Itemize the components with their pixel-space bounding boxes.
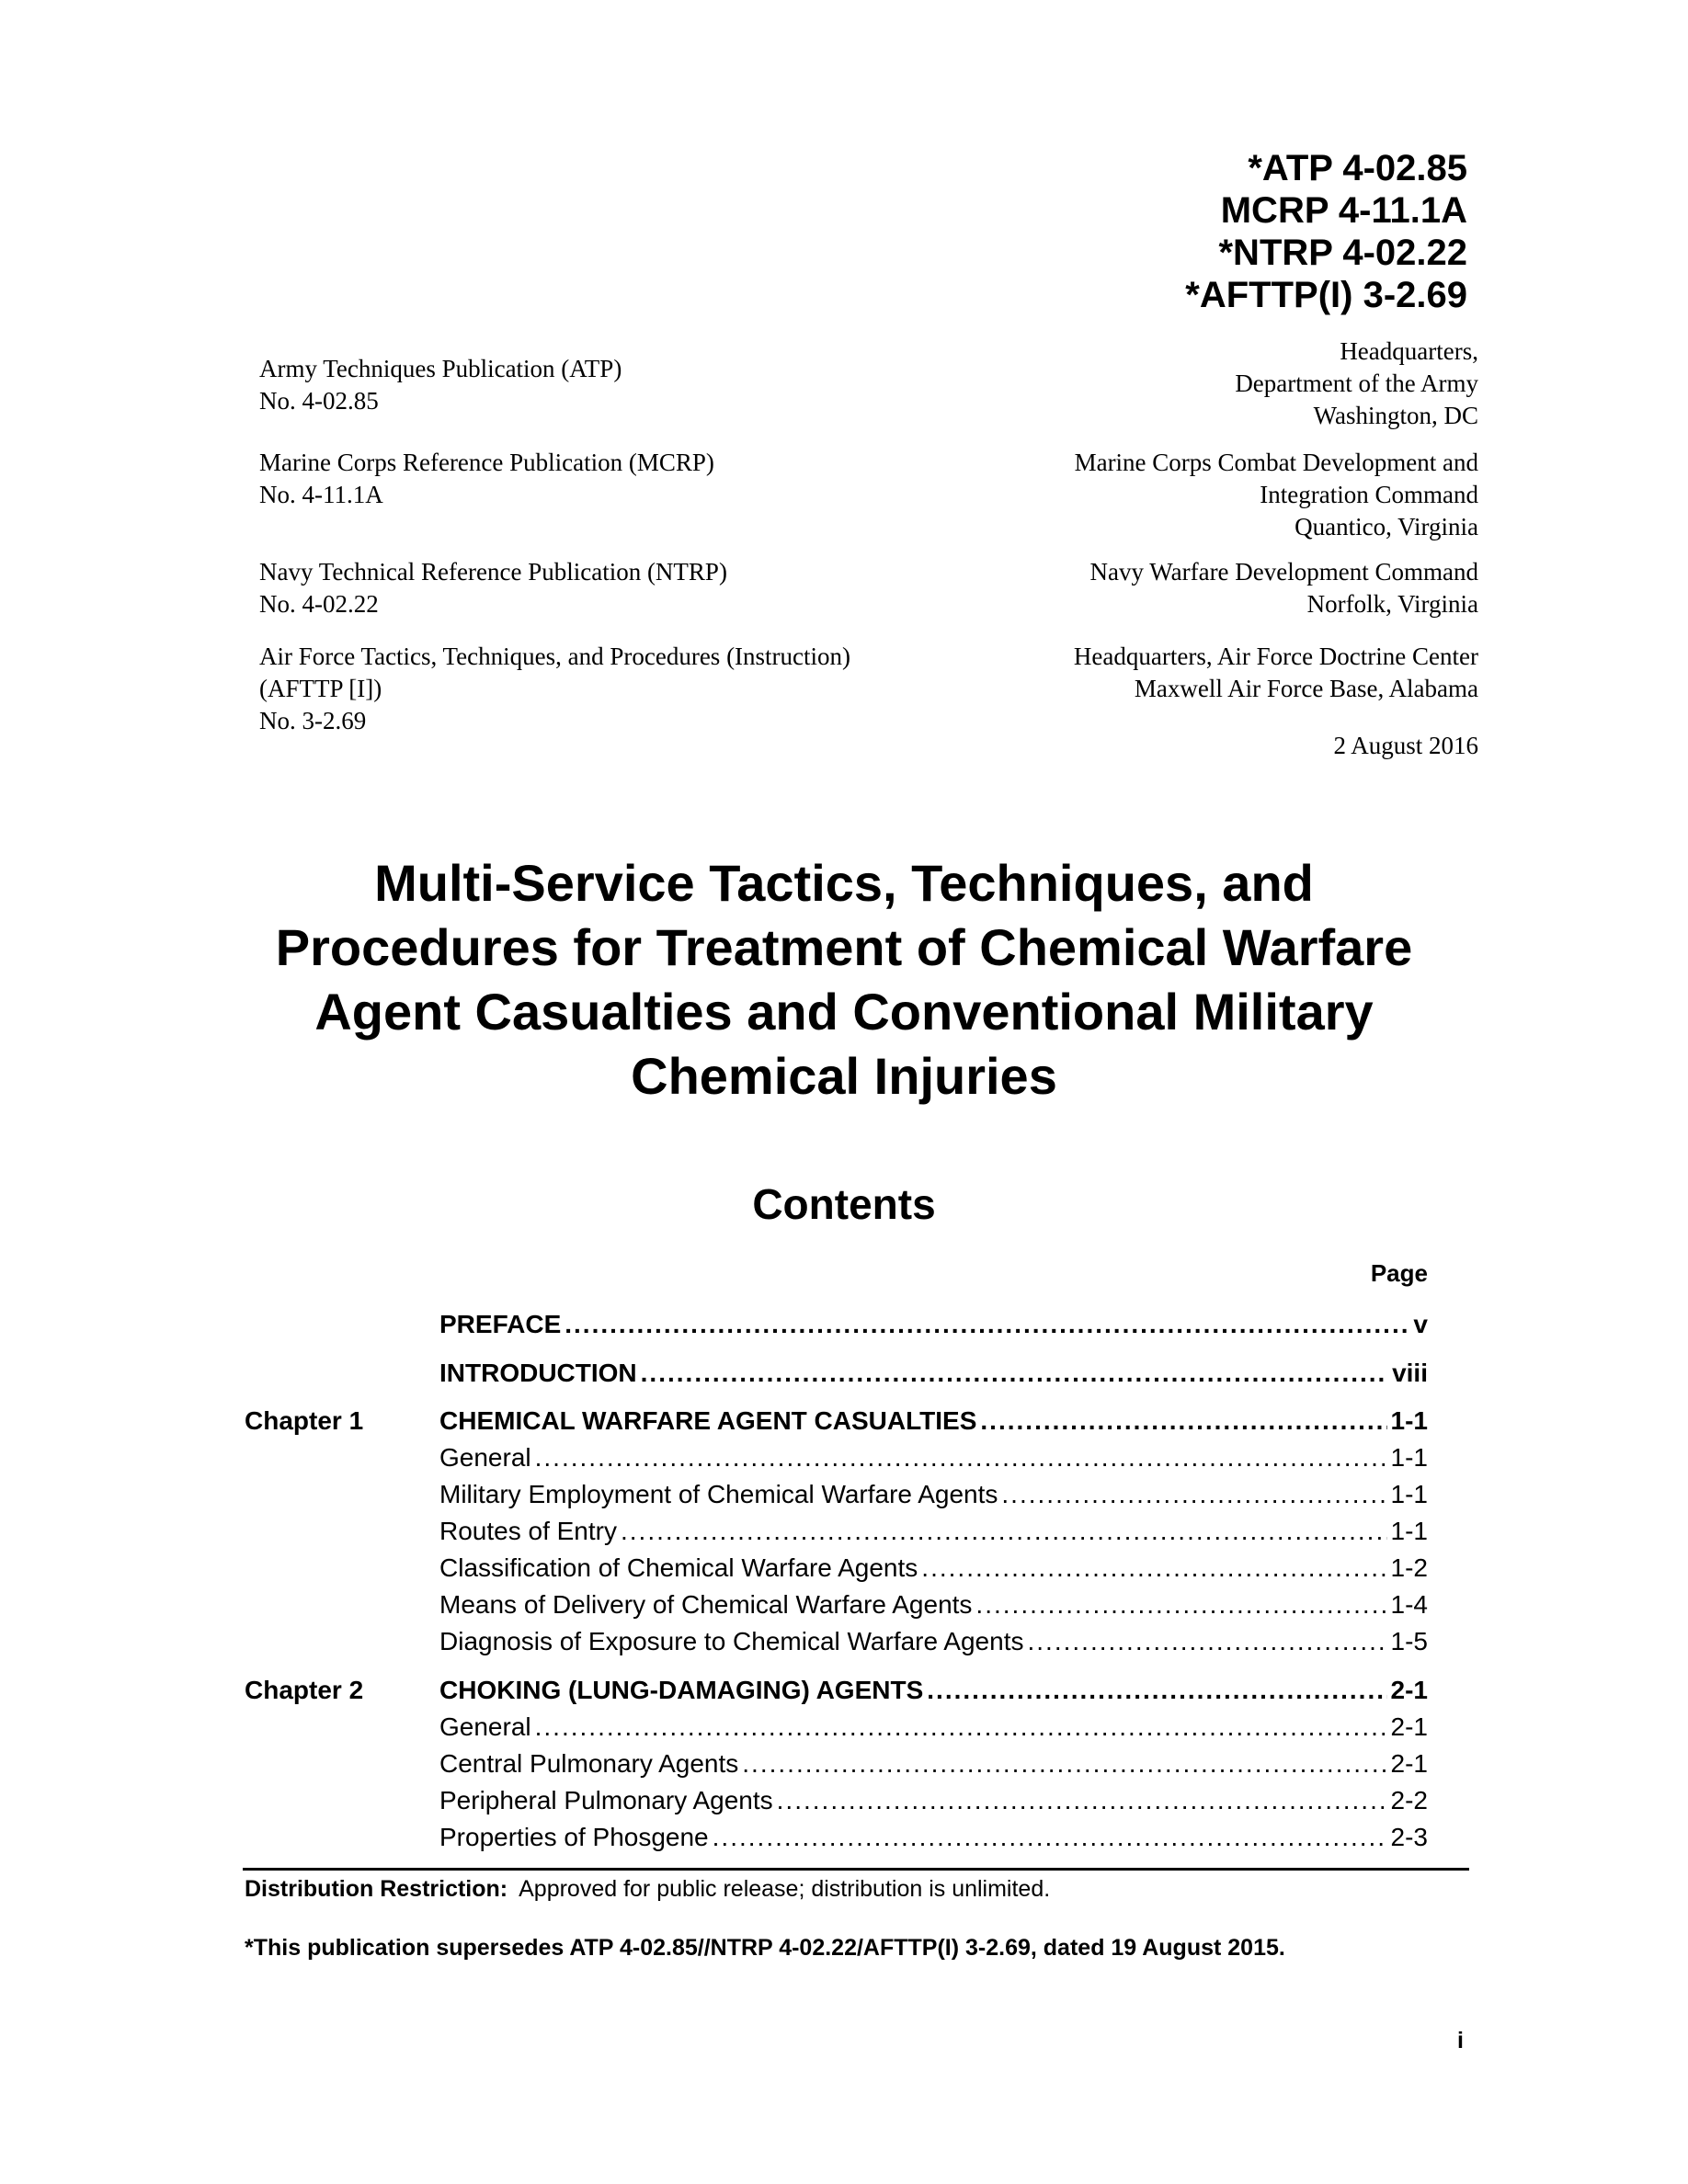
designation-line: No. 4-02.22 [259,590,379,618]
title-line: Procedures for Treatment of Chemical Warfare [275,918,1413,976]
publication-numbers [1185,147,1467,316]
toc-entry[interactable] [439,1514,1428,1549]
toc-page-number: 1-5 [1390,1627,1428,1655]
toc-page-number: 1-1 [1390,1443,1428,1472]
command-line: Norfolk, Virginia [1306,590,1478,618]
dot-leader [777,1783,1387,1818]
toc-label: Classification of Chemical Warfare Agents [439,1553,918,1582]
title-line: Chemical Injuries [631,1047,1057,1105]
supersedes-note: *This publication supersedes ATP 4-02.85//NTRP 4-02.22/AFTTP(I) 3-2.69, dated 19 August 2015. [245,1935,1285,1961]
issuing-command-marine [1075,447,1478,543]
contents-heading: Contents [752,1180,936,1228]
toc-page-number: 1-4 [1390,1590,1428,1619]
toc-entry[interactable] [439,1477,1428,1512]
toc-page-number: 2-2 [1390,1786,1428,1814]
issuing-command-navy [1090,556,1478,620]
dot-leader [975,1587,1386,1622]
document-title [0,851,1688,1109]
toc-label: Routes of Entry [439,1517,617,1545]
command-line: Washington, DC [1313,402,1478,429]
dot-leader [535,1440,1387,1475]
toc-entry[interactable] [439,1746,1428,1781]
issuing-command-army [1235,336,1478,432]
pub-number: MCRP 4-11.1A [1220,190,1467,231]
chapter-label: Chapter 1 [245,1406,364,1435]
command-line: Navy Warfare Development Command [1089,558,1478,586]
command-line: Department of the Army [1235,370,1478,397]
toc-page-number: 2-3 [1390,1823,1428,1851]
dot-leader [713,1820,1387,1855]
toc-page-number: 2-1 [1390,1749,1428,1778]
toc-entry[interactable] [439,1783,1428,1818]
toc-page-number: 1-1 [1390,1406,1428,1435]
dot-leader [1027,1624,1386,1659]
pub-number: *NTRP 4-02.22 [1218,233,1467,273]
dot-leader [980,1404,1386,1439]
title-line: Multi-Service Tactics, Techniques, and [374,854,1314,912]
toc-label: CHOKING (LUNG-DAMAGING) AGENTS [439,1676,924,1704]
toc-entry-preface[interactable] [439,1307,1428,1342]
toc-label: Properties of Phosgene [439,1823,709,1851]
footer-rule [243,1868,1469,1871]
designation-line: Navy Technical Reference Publication (NTRP) [259,558,727,586]
issuing-command-airforce [1074,641,1478,705]
designation-line: No. 3-2.69 [259,707,367,734]
toc-page-number: 2-1 [1390,1712,1428,1741]
distribution-restriction [245,1873,1050,1905]
command-line: Integration Command [1260,481,1478,508]
toc-entry[interactable] [439,1587,1428,1622]
designation-line: No. 4-02.85 [259,387,379,415]
toc-label: Means of Delivery of Chemical Warfare Agents [439,1590,973,1619]
publication-date: 2 August 2016 [1333,732,1478,759]
toc-page-number: v [1413,1310,1428,1338]
toc-entry[interactable] [439,1440,1428,1475]
toc-label: Military Employment of Chemical Warfare Agents [439,1480,998,1508]
dot-leader [621,1514,1387,1549]
toc-page-number: 1-1 [1390,1480,1428,1508]
designation-line: Army Techniques Publication (ATP) [259,355,622,382]
toc-label: General [439,1443,531,1472]
distribution-label: Distribution Restriction: [245,1876,508,1902]
toc-label: Central Pulmonary Agents [439,1749,739,1778]
toc-label: CHEMICAL WARFARE AGENT CASUALTIES [439,1406,977,1435]
page-number: i [1457,2028,1464,2053]
title-line: Agent Casualties and Conventional Military [314,983,1374,1041]
toc-entry-introduction[interactable] [439,1356,1428,1391]
pub-number: *ATP 4-02.85 [1248,148,1467,188]
toc-page-number: 1-1 [1390,1517,1428,1545]
toc-page-number: viii [1392,1359,1428,1387]
publication-designation-marine [259,447,714,511]
designation-line: No. 4-11.1A [259,481,383,508]
toc-entry[interactable] [439,1710,1428,1745]
designation-line: Air Force Tactics, Techniques, and Procedures (Instruction) [259,643,851,670]
designation-line: Marine Corps Reference Publication (MCRP) [259,449,714,476]
chapter-label: Chapter 2 [245,1676,364,1704]
toc-entry-chapter-2-heading[interactable] [439,1673,1428,1708]
command-line: Headquarters, [1340,337,1478,365]
command-line: Marine Corps Combat Development and [1074,449,1478,476]
command-line: Quantico, Virginia [1295,513,1478,540]
dot-leader [1001,1477,1386,1512]
toc-entry[interactable] [439,1820,1428,1855]
publication-designation-airforce [259,641,850,737]
toc-label: INTRODUCTION [439,1359,637,1387]
toc-label: General [439,1712,531,1741]
toc-label: PREFACE [439,1310,562,1338]
command-line: Headquarters, Air Force Doctrine Center [1073,643,1478,670]
dot-leader [742,1746,1386,1781]
pub-number: *AFTTP(I) 3-2.69 [1185,275,1467,315]
toc-entry[interactable] [439,1551,1428,1586]
toc-page-number: 2-1 [1390,1676,1428,1704]
publication-designation-army [259,353,622,417]
dot-leader [927,1673,1386,1708]
dot-leader [921,1551,1386,1586]
toc-page-number: 1-2 [1390,1553,1428,1582]
dot-leader [535,1710,1387,1745]
designation-line: (AFTTP [I]) [259,675,382,702]
page-column-label: Page [1370,1259,1428,1287]
command-line: Maxwell Air Force Base, Alabama [1134,675,1478,702]
dot-leader [565,1307,1409,1342]
toc-entry-chapter-1-heading[interactable] [439,1404,1428,1439]
distribution-text: Approved for public release; distribution is unlimited. [519,1876,1051,1902]
toc-label: Diagnosis of Exposure to Chemical Warfare Agents [439,1627,1024,1655]
dot-leader [641,1356,1388,1391]
publication-designation-navy [259,556,727,620]
toc-label: Peripheral Pulmonary Agents [439,1786,773,1814]
toc-entry[interactable] [439,1624,1428,1659]
